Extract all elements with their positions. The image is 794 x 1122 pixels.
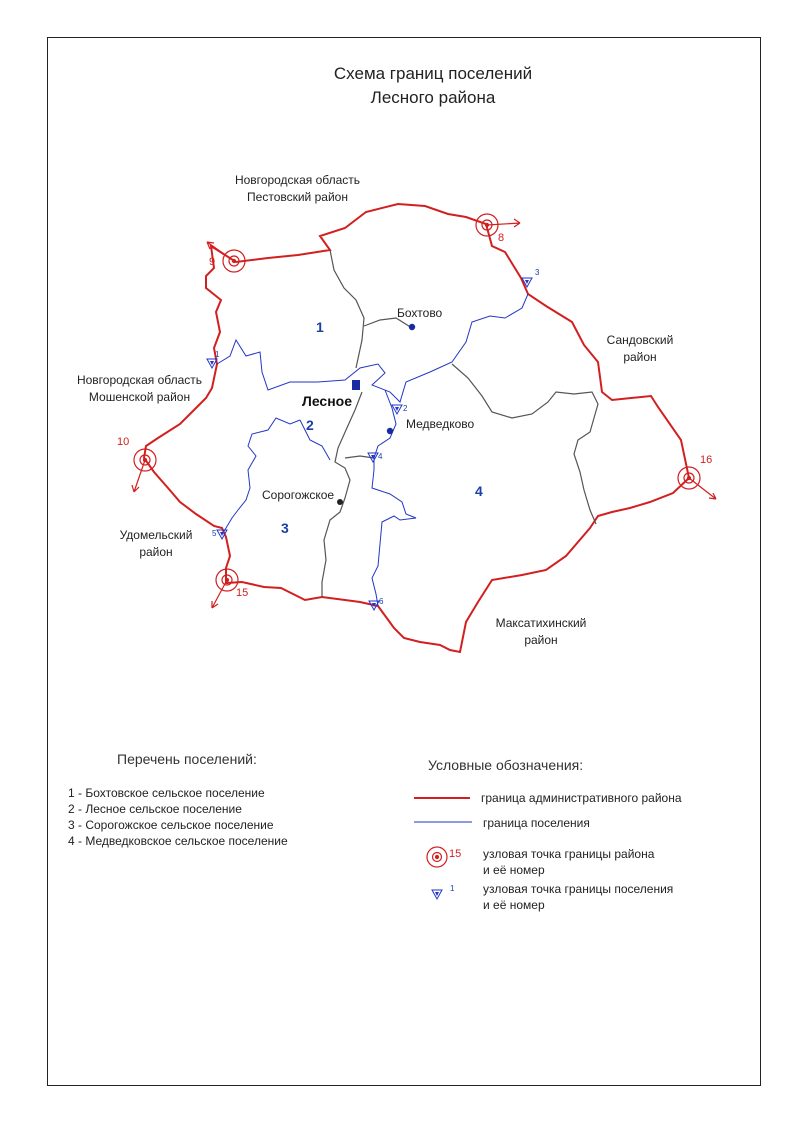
- town-lesnoe: Лесное: [302, 393, 353, 409]
- legend-settlement-node-number: 1: [450, 884, 455, 893]
- legend-district-node-label: узловая точка границы района и её номер: [483, 847, 655, 877]
- town-medvedkovo: Медведково: [406, 417, 475, 431]
- legend-title: Условные обозначения:: [428, 757, 584, 773]
- map-title: [233, 62, 633, 110]
- legend-settlement-border-label: граница поселения: [483, 816, 590, 830]
- settlement-node-label-1: 1: [215, 350, 220, 359]
- list-item: 2 - Лесное сельское поселение: [68, 802, 242, 816]
- legend-district-node-icon: [427, 847, 447, 867]
- settlement-node-label-6: 6: [379, 597, 384, 606]
- settlement-node-label-3: 3: [535, 268, 540, 277]
- list-item: 1 - Бохтовское сельское поселение: [68, 786, 265, 800]
- title-line-2: Лесного района: [370, 88, 496, 107]
- town-marker-bokhtovo: [409, 324, 415, 330]
- neighbor-east: Сандовский район: [606, 333, 674, 364]
- town-marker-sorogozhskoe: [337, 499, 343, 505]
- district-node-label-15: 15: [236, 587, 249, 599]
- title-line-1: Схема границ поселений: [333, 64, 533, 83]
- town-marker-medvedkovo: [387, 428, 393, 434]
- district-node-15: [212, 569, 238, 608]
- legend-district-node-number: 15: [449, 848, 462, 860]
- district-node-label-10: 10: [117, 436, 130, 448]
- settlement-node-label-5: 5: [212, 529, 217, 538]
- settlement-number-2: 2: [306, 417, 314, 433]
- list-item: 3 - Сорогожское сельское поселение: [68, 818, 274, 832]
- district-node-label-8: 8: [498, 232, 505, 244]
- neighbor-west: Новгородская область Мошенской район: [76, 373, 203, 404]
- settlement-list-title: Перечень поселений:: [117, 751, 257, 767]
- town-sorogozhskoe: Сорогожское: [262, 488, 335, 502]
- legend-settlement-node-icon: [432, 890, 442, 899]
- settlement-node-label-2: 2: [403, 404, 408, 413]
- legend-settlement-node-label: узловая точка границы поселения и её номер: [483, 882, 674, 912]
- district-node-label-16: 16: [700, 454, 713, 466]
- settlement-borders: [217, 294, 528, 606]
- settlement-number-4: 4: [475, 483, 483, 499]
- neighbor-southwest: Удомельский район: [119, 528, 193, 559]
- settlement-list: [68, 785, 288, 849]
- neighbor-north: Новгородская область Пестовский район: [234, 173, 361, 204]
- legend-district-border-label: граница административного района: [481, 791, 682, 805]
- town-bokhtovo: Бохтово: [397, 306, 443, 320]
- settlement-number-1: 1: [316, 319, 324, 335]
- town-marker-lesnoe: [352, 380, 360, 390]
- settlement-node-label-4: 4: [378, 452, 383, 461]
- neighbor-southeast: Максатихинский район: [495, 616, 587, 647]
- district-node-label-9: 9: [209, 256, 216, 268]
- settlement-number-3: 3: [281, 520, 289, 536]
- list-item: 4 - Медведковское сельское поселение: [68, 834, 288, 848]
